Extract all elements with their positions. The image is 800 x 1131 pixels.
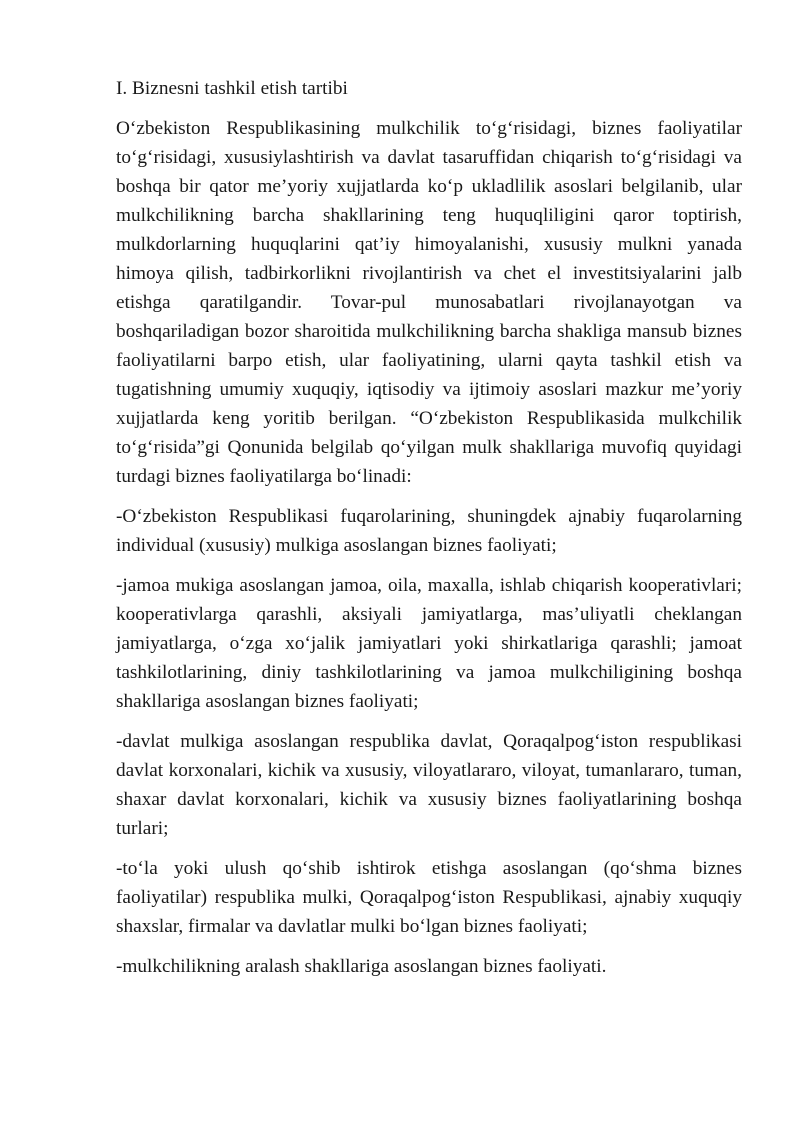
section-heading: I. Biznesni tashkil etish tartibi	[116, 78, 348, 99]
document-page	[116, 74, 742, 992]
paragraph-individual-ownership: -O‘zbekiston Respublikasi fuqarolarining, shuningdek ajnabiy fuqarolarning individual (xususiy) mulkiga asoslangan biznes faoliyati;	[116, 506, 742, 556]
paragraph-joint-ownership: -to‘la yoki ulush qo‘shib ishtirok etishga asoslangan (qo‘shma biznes faoliyatilar) respublika mulki, Qoraqalpog‘iston Respublikasi, ajnabiy xuquqiy shaxslar, firmalar va davlatlar mulki bo‘lgan biznes faoliyati;	[116, 858, 742, 937]
paragraph-state-ownership: -davlat mulkiga asoslangan respublika davlat, Qoraqalpog‘iston respublikasi davlat korxonalari, kichik va xususiy, viloyatlararo, viloyat, tumanlararo, tuman, shaxar davlat korxonalari, kichik va xususiy biznes faoliyatlarining boshqa turlari;	[116, 731, 742, 839]
paragraph-collective-ownership: -jamoa mukiga asoslangan jamoa, oila, maxalla, ishlab chiqarish kooperativlari; kooperativlarga qarashli, aksiyali jamiyatlarga, mas’uliyatli cheklangan jamiyatlarga, o‘zga xo‘jalik jamiyatlari yoki shirkatlariga qarashli; jamoat tashkilotlarining, diniy tashkilotlarining va jamoa mulkchiligining boshqa shakllariga asoslangan biznes faoliyati;	[116, 575, 742, 712]
paragraph-mixed-ownership: -mulkchilikning aralash shakllariga asoslangan biznes faoliyati.	[116, 956, 607, 977]
paragraph-intro: O‘zbekiston Respublikasining mulkchilik to‘g‘risidagi, biznes faoliyatilar to‘g‘risidagi, xususiylashtirish va davlat tasaruffidan chiqarish to‘g‘risidagi va boshqa bir qator me’yoriy xujjatlarda ko‘p ukladlilik asoslari belgilanib, ular mulkchilikning barcha shakllarining teng huquqliligini qaror toptirish, mulkdorlarning huquqlarini qat’iy himoyalanishi, xususiy mulkni yanada himoya qilish, tadbirkorlikni rivojlantirish va chet el investitsiyalarini jalb etishga qaratilgandir. Tovar-pul munosabatlari rivojlanayotgan va boshqariladigan bozor sharoitida mulkchilikning barcha shakliga mansub biznes faoliyatilarni barpo etish, ular faoliyatining, ularni qayta tashkil etish va tugatishning umumiy xuquqiy, iqtisodiy va ijtimoiy asoslari mazkur me’yoriy xujjatlarda keng yoritib berilgan. “O‘zbekiston Respublikasida mulkchilik to‘g‘risida”gi Qonunida belgilab qo‘yilgan mulk shakllariga muvofiq quyidagi turdagi biznes faoliyatilarga bo‘linadi:	[116, 118, 742, 487]
